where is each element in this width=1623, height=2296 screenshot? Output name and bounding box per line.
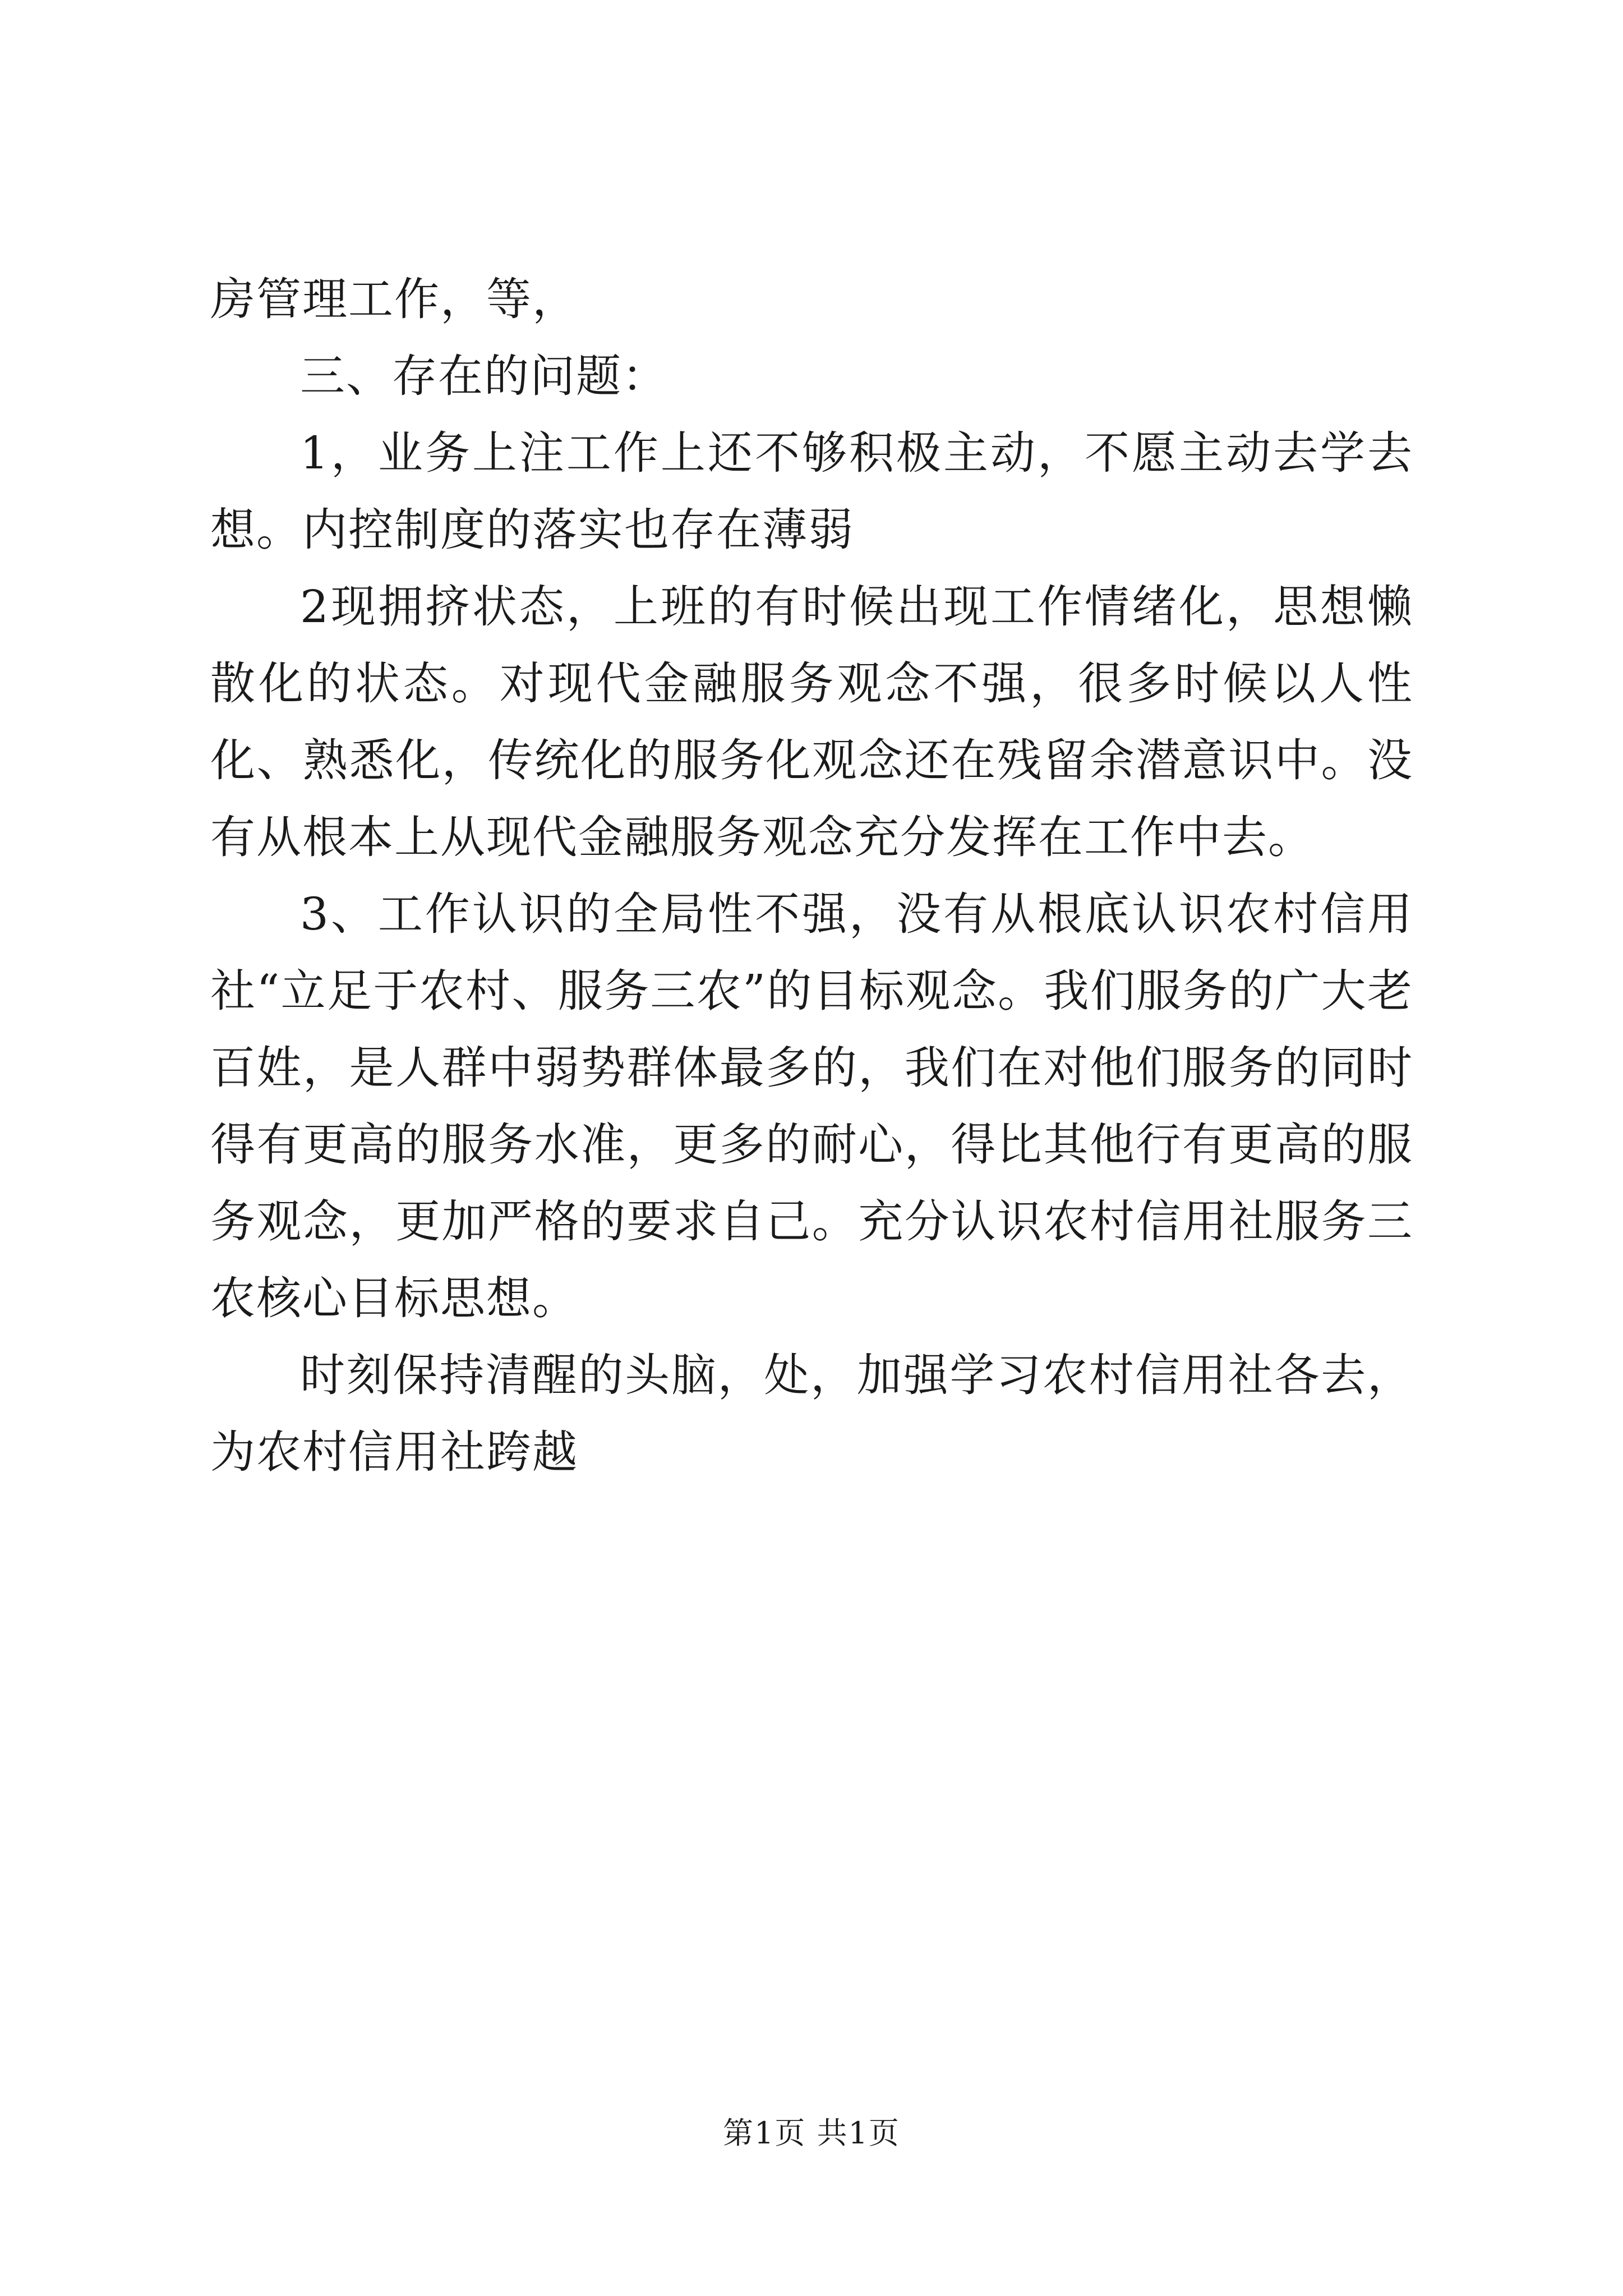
- section-heading-problems: 三、存在的问题：: [300, 350, 668, 402]
- paragraph-closing: 时刻保持清醒的头脑，处，加强学习农村信用社各去，为农村信用社跨越: [210, 1349, 1413, 1478]
- paragraph-item-1: 1，业务上注工作上还不够积极主动，不愿主动去学去想。内控制度的落实也存在薄弱: [210, 427, 1413, 556]
- document-body: [210, 261, 1413, 1490]
- page-footer: 第1页 共1页: [723, 2115, 900, 2151]
- paragraph-item-2: 2现拥挤状态，上班的有时候出现工作情绪化，思想懒散化的状态。对现代金融服务观念不强，很多时候以人性化、熟悉化，传统化的服务化观念还在残留余潜意识中。没有从根本上从现代金融服务观念充分发挥在工作中去。: [210, 581, 1413, 863]
- paragraph-item-3: 3、工作认识的全局性不强，没有从根底认识农村信用社“立足于农村、服务三农”的目标观念。我们服务的广大老百姓，是人群中弱势群体最多的，我们在对他们服务的同时得有更高的服务水准，更多的耐心，得比其他行有更高的服务观念，更加严格的要求自己。充分认识农村信用社服务三农核心目标思想。: [210, 888, 1413, 1324]
- paragraph-continuation: 房管理工作，等，: [210, 273, 578, 325]
